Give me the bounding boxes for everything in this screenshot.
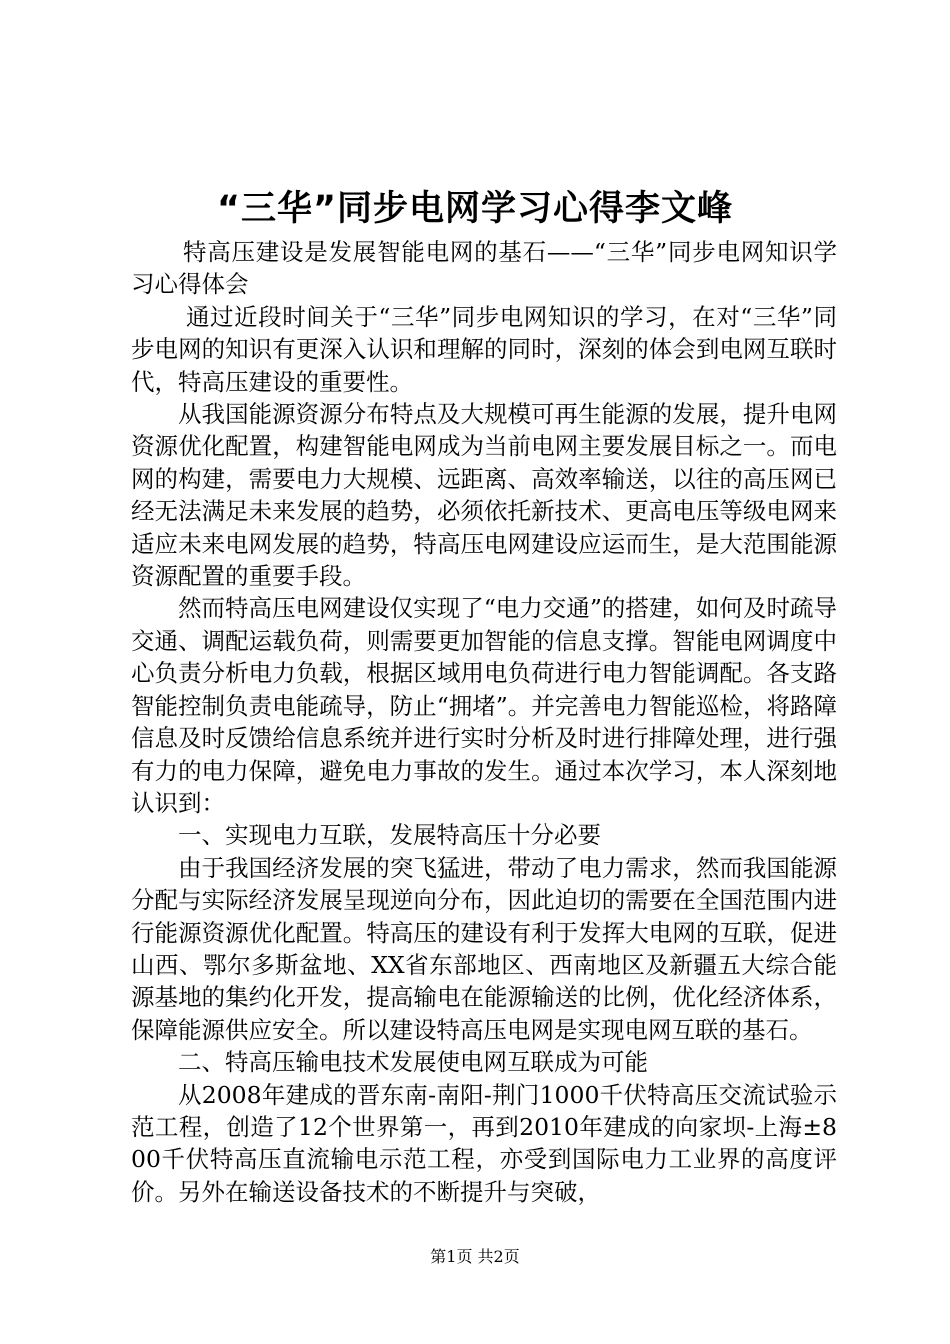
paragraph-section-1: 由于我国经济发展的突飞猛进，带动了电力需求，然而我国能源分配与实际经济发展呈现逆向分布，因此迫切的需要在全国范围内进行能源资源优化配置。特高压的建设有利于发挥大电网的互联，促进山西、鄂尔多斯盆地、XX省东部地区、西南地区及新疆五大综合能源基地的集约化开发，提高输电在能源输送的比例，优化经济体系，保障能源供应安全。所以建设特高压电网是实现电网互联的基石。 (131, 853, 837, 1044)
paragraph-background: 从我国能源资源分布特点及大规模可再生能源的发展，提升电网资源优化配置，构建智能电网成为当前电网主要发展目标之一。而电网的构建，需要电力大规模、远距离、高效率输送，以往的高压网已经无法满足未来发展的趋势，必须依托新技术、更高电压等级电网来适应未来电网发展的趋势，特高压电网建设应运而生，是大范围能源资源配置的重要手段。 (131, 400, 837, 591)
paragraph-intro: 通过近段时间关于“三华”同步电网知识的学习，在对“三华”同步电网的知识有更深入认识和理解的同时，深刻的体会到电网互联时代，特高压建设的重要性。 (131, 302, 837, 396)
paragraph-subtitle: 特高压建设是发展智能电网的基石——“三华”同步电网知识学习心得体会 (131, 238, 837, 299)
document-body (131, 236, 837, 1208)
section-heading-1: 一、实现电力互联，发展特高压十分必要 (178, 821, 601, 850)
paragraph-section-2: 从2008年建成的晋东南-南阳-荆门1000千伏特高压交流试验示范工程，创造了12个世界第一，再到2010年建成的向家坝-上海±800千伏特高压直流输电示范工程，亦受到国际电力工业界的高度评价。另外在输送设备技术的不断提升与突破， (131, 1080, 837, 1206)
document-title: “三华”同步电网学习心得李文峰 (216, 189, 733, 229)
page-footer: 第1页 共2页 (430, 1247, 520, 1266)
section-heading-2: 二、特高压输电技术发展使电网互联成为可能 (178, 1048, 648, 1077)
paragraph-intelligence: 然而特高压电网建设仅实现了“电力交通”的搭建，如何及时疏导交通、调配运载负荷，则需要更加智能的信息支撑。智能电网调度中心负责分析电力负载，根据区域用电负荷进行电力智能调配。各支路智能控制负责电能疏导，防止“拥堵”。并完善电力智能巡检，将路障信息及时反馈给信息系统并进行实时分析及时进行排障处理，进行强有力的电力保障，避免电力事故的发生。通过本次学习，本人深刻地认识到： (131, 594, 837, 817)
